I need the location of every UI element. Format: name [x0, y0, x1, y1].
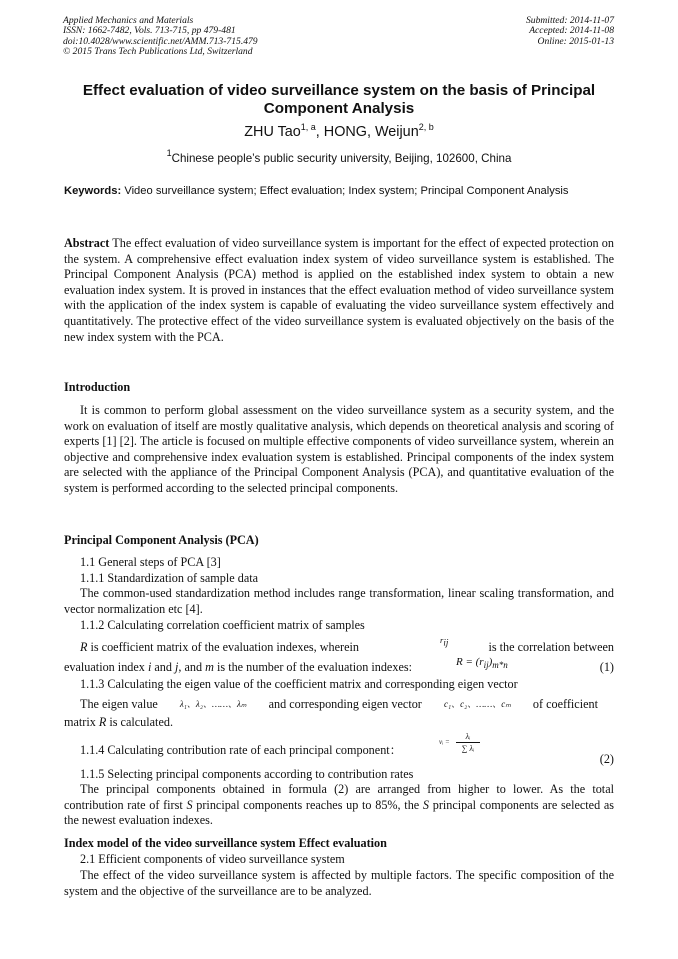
eq2-denominator: ∑ λᵢ — [461, 744, 475, 753]
index-line-c: is the number of the evaluation indexes: — [217, 660, 412, 674]
eq2-lhs: vᵢ = — [439, 738, 450, 746]
rij-line-text-a: is coefficient matrix of the evaluation indexes, wherein — [90, 640, 359, 654]
keywords-text: Video surveillance system; Effect evaluation; Index system; Principal Component Analysis — [124, 185, 569, 197]
lambda-list: λ₁、λ₂、……、λₘ — [179, 699, 247, 709]
equation-1-number: (1) — [599, 660, 614, 674]
var-S-2: S — [422, 797, 430, 812]
accepted-date: Accepted: 2014-11-08 — [529, 25, 614, 37]
section-1-1-5-text — [64, 782, 614, 829]
copyright-line: © 2015 Trans Tech Publications Ltd, Switzerland — [63, 46, 253, 58]
abstract-text: The effect evaluation of video surveillance system is important for the effect of expected protection on the system. A comprehensive effect evaluation index system of video surveillance system is established. The Principal Component Analysis (PCA) method is applied on the established index system to obtain a new evaluation index system. It is proved in instances that the effect evaluation method of video surveillance system with the application of the index system is capable of evaluating the video surveillance system effectively and quantitatively. The protective effect of the video surveillance system is evaluated objectively on the basis of the new index system with the PCA. — [64, 236, 614, 344]
section-1-1-4: 1.1.4 Calculating contribution rate of each principal component： — [80, 743, 402, 757]
eq2-numerator: λᵢ — [465, 732, 471, 741]
author-2-sup: 2, b — [418, 122, 434, 132]
matrix-line-b: is calculated. — [109, 715, 173, 729]
section-1-1: 1.1 General steps of PCA [3] — [80, 555, 221, 569]
rij-symbol — [440, 635, 448, 648]
matrix-line-a: matrix — [64, 715, 96, 729]
var-i: i — [147, 660, 152, 674]
eq1-sub: ij — [483, 660, 489, 671]
affiliation-text: Chinese people’s public security university, Beijing, 102600, China — [171, 152, 512, 165]
abstract — [64, 236, 614, 345]
equation-1 — [456, 656, 508, 670]
keywords-label: Keywords: — [64, 185, 122, 197]
equation-2 — [440, 732, 480, 753]
s15-text-b: principal components reaches up to 85%, the — [196, 797, 420, 812]
var-R-2: R — [98, 715, 107, 729]
index-count-line — [64, 660, 614, 676]
var-m: m — [205, 660, 214, 674]
pca-heading: Principal Component Analysis (PCA) — [64, 533, 259, 547]
var-R: R — [80, 640, 88, 654]
rij-symbol-space — [405, 640, 427, 656]
eigen-line-c: of coefficient — [532, 697, 598, 711]
keywords — [64, 184, 614, 198]
journal-name: Applied Mechanics and Materials — [63, 15, 194, 26]
rij-sub: ij — [443, 637, 449, 648]
section-1-1-1-text: The common-used standardization method includes range transformation, linear scaling transformation, and vector normalization etc [4]. — [64, 586, 614, 616]
var-S: S — [186, 797, 193, 812]
eigen-line-a: The eigen value — [80, 697, 158, 711]
index-line-b: , and — [178, 660, 203, 674]
author-1: ZHU Tao — [244, 124, 301, 140]
author-line: ZHU Tao$^{1, a}$, HONG, Weijun$^{2, b}$ — [244, 122, 434, 140]
rij-line-text-b: is the correlation between — [488, 640, 614, 654]
rij-line-part1 — [64, 640, 359, 656]
submission-dates — [526, 16, 614, 47]
doi-line: doi:10.4028/www.scientific.net/AMM.713-715.479 — [63, 35, 258, 47]
rij-definition-line — [64, 637, 614, 656]
section-1-1-5: 1.1.5 Selecting principal components according to contribution rates — [80, 767, 414, 781]
online-date: Online: 2015-01-13 — [537, 35, 614, 47]
section-1-1-2: 1.1.2 Calculating correlation coefficient matrix of samples — [80, 618, 365, 632]
index-line-and: and — [154, 660, 172, 674]
var-j: j — [175, 660, 179, 674]
eq2-fraction — [456, 732, 480, 753]
matrix-line — [64, 715, 614, 731]
eq2-fraction-bar — [456, 742, 480, 743]
eigen-line — [64, 697, 598, 713]
vector-list: c₁、c₂、……、cₘ — [443, 699, 511, 709]
intro-heading: Introduction — [64, 380, 131, 394]
issn-line: ISSN: 1662-7482, Vols. 713-715, pp 479-481 — [63, 25, 236, 37]
author-1-sup: 1, a — [300, 122, 316, 132]
s15-text-c: principal components are selected as the newest evaluation indexes. — [64, 797, 615, 828]
affiliation — [0, 148, 678, 165]
journal-info — [63, 16, 258, 58]
rij-r: r — [440, 635, 444, 645]
author-2: HONG, Weijun — [323, 124, 419, 140]
submitted-date: Submitted: 2014-11-07 — [525, 15, 614, 26]
section-2-1-text: The effect of the video surveillance system is affected by multiple factors. The specific composition of the system and the objective of the surveillance are to be analyzed. — [64, 868, 614, 898]
index-model-heading: Index model of the video surveillance system Effect evaluation — [64, 836, 387, 850]
section-1-1-1: 1.1.1 Standardization of sample data — [80, 571, 259, 585]
paper-title: Effect evaluation of video surveillance system on the basis of Principal Component Analysis — [82, 82, 596, 117]
abstract-label: Abstract — [64, 236, 110, 250]
affiliation-sup: 1 — [166, 148, 172, 158]
intro-text: It is common to perform global assessment on the video surveillance system as a security system, and the work on evaluation of itself are mostly qualitative analysis, which depends on theoretical analysis and scoring of experts [1] [2]. The article is focused on multiple effective components of video surveillance system, wherein an objective and comprehensive index evaluation system is established. Principal components of the index system are selected with the appliance of the Principal Component Analysis (PCA), and quantitative evaluation of the system is performed according to the selected principal components. — [64, 403, 614, 495]
eigen-line-b: and corresponding eigen vector — [268, 697, 422, 711]
eq1-end: ) — [488, 656, 493, 668]
s15-text-a: The principal components obtained in formula (2) are arranged from higher to lower. As the total contribution rate of first — [64, 782, 614, 812]
section-1-1-3: 1.1.3 Calculating the eigen value of the coefficient matrix and corresponding eigen vector — [80, 677, 518, 691]
eq1-dim: m*n — [492, 660, 508, 671]
eq1-lhs: R = (r — [456, 656, 484, 668]
index-line-a: evaluation index — [64, 660, 145, 674]
section-2-1: 2.1 Efficient components of video surveillance system — [80, 852, 345, 866]
equation-2-number: (2) — [599, 752, 614, 766]
